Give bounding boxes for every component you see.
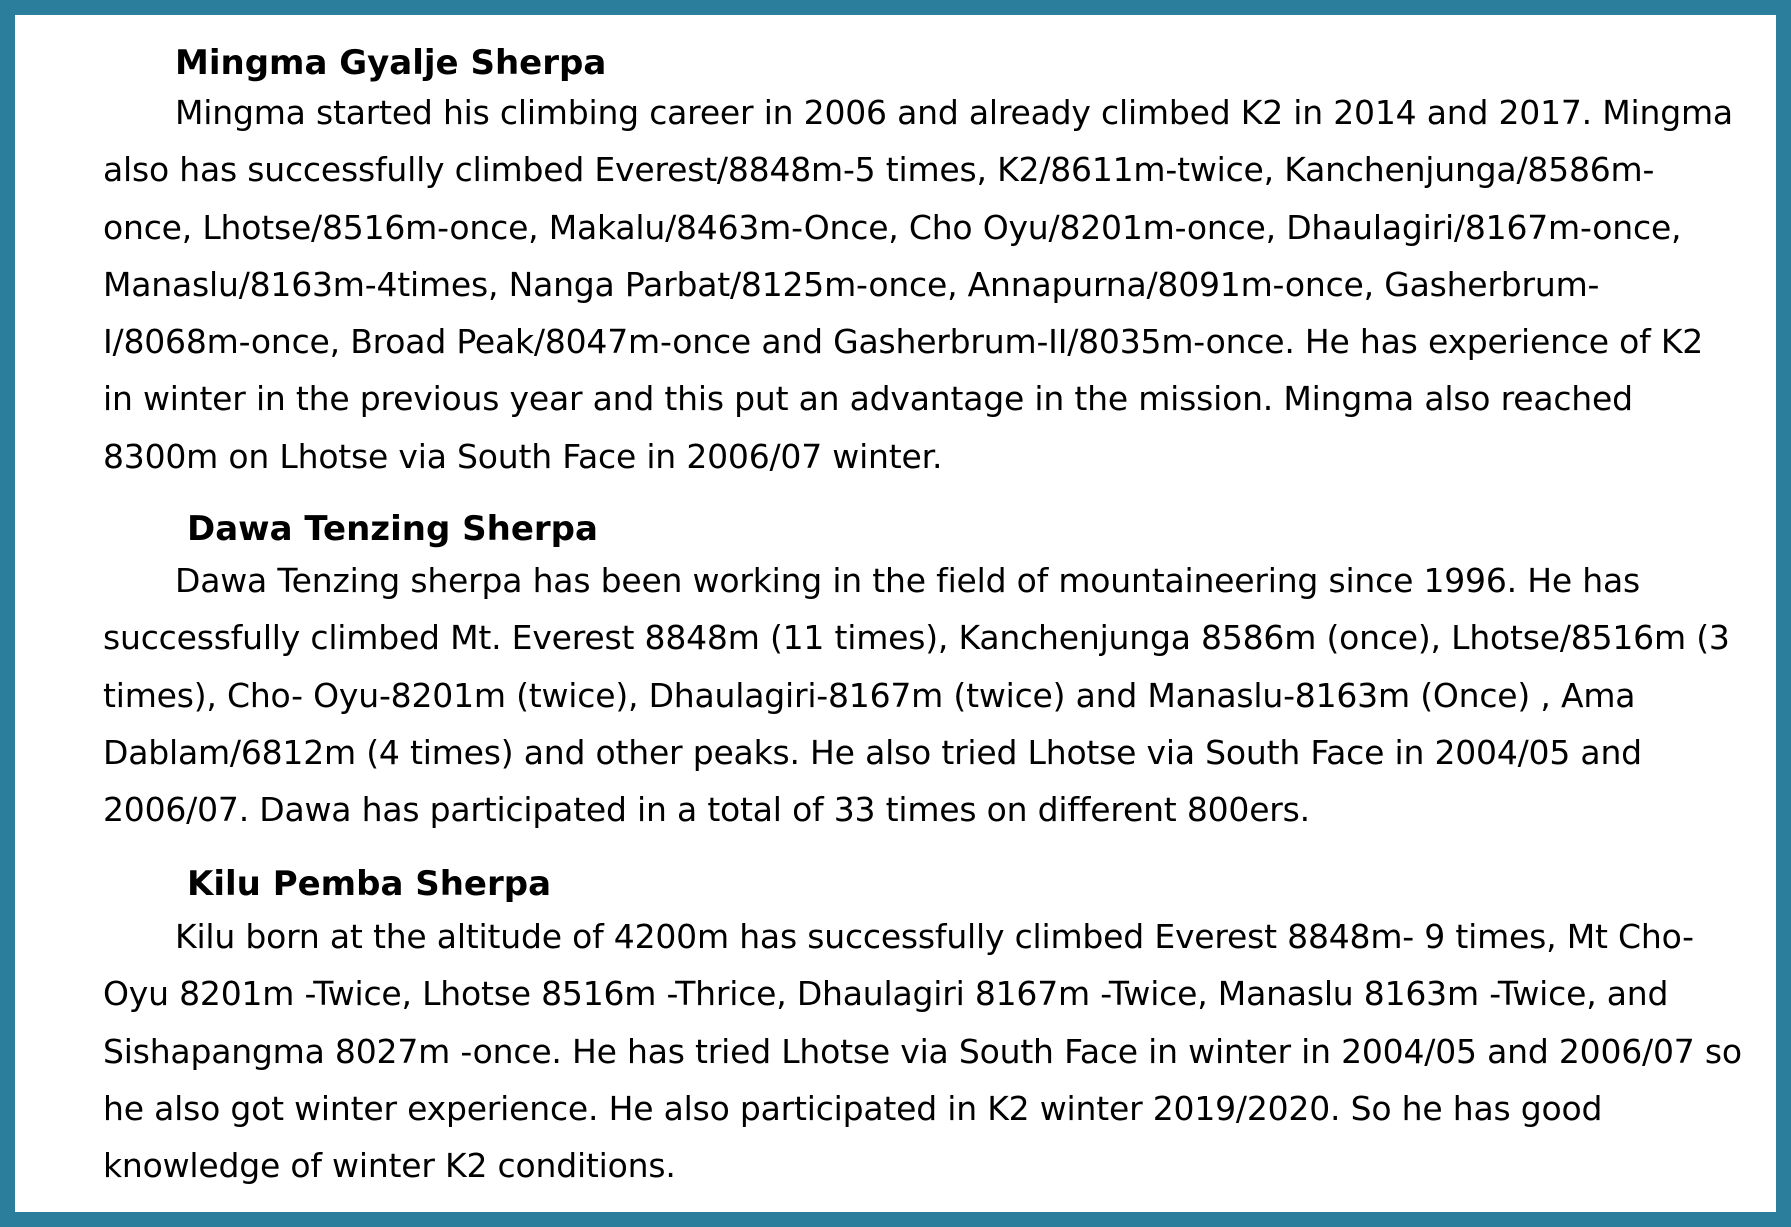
profile-bio: Mingma started his climbing career in 2006 and already climbed K2 in 2014 and 2017. Mingma also has successfully climbed Everest/8848m-5 times, K2/8611m-twice, Kanchenjunga/8586m-once, Lhotse/8516m-once, Makalu/8463m-Once, Cho Oyu/8201m-once, Dhaulagiri/8167m-once, Manaslu/8163m-4times, Nanga Parbat/8125m-once, Annapurna/8091m-once, Gasherbrum-I/8068m-once, Broad Peak/8047m-once and Gasherbrum-II/8035m-once. He has experience of K2 in winter in the previous year and this put an advantage in the mission. Mingma also reached 8300m on Lhotse via South Face in 2006/07 winter. [103, 93, 1733, 476]
profile-bio: Dawa Tenzing sherpa has been working in the field of mountaineering since 1996. He has successfully climbed Mt. Everest 8848m (11 times), Kanchenjunga 8586m (once), Lhotse/8516m (3 times), Cho- Oyu-8201m (twice), Dhaulagiri-8167m (twice) and Manaslu-8163m (Once) , Ama Dablam/6812m (4 times) and other peaks. He also tried Lhotse via South Face in 2004/05 and 2006/07. Dawa has participated in a total of 33 times on different 800ers. [103, 561, 1730, 830]
profile-name: Mingma Gyalje Sherpa [175, 43, 607, 83]
document-page [15, 15, 1776, 1212]
profile-bio: Kilu born at the altitude of 4200m has successfully climbed Everest 8848m- 9 times, Mt Cho-Oyu 8201m -Twice, Lhotse 8516m -Thrice, Dhaulagiri 8167m -Twice, Manaslu 8163m -Twice, and Sishapangma 8027m -once. He has tried Lhotse via South Face in winter in 2004/05 and 2006/07 so he also got winter experience. He also participated in K2 winter 2019/2020. So he has good knowledge of winter K2 conditions. [103, 917, 1742, 1186]
profile-name: Dawa Tenzing Sherpa [187, 509, 598, 549]
profile-name: Kilu Pemba Sherpa [187, 864, 552, 904]
